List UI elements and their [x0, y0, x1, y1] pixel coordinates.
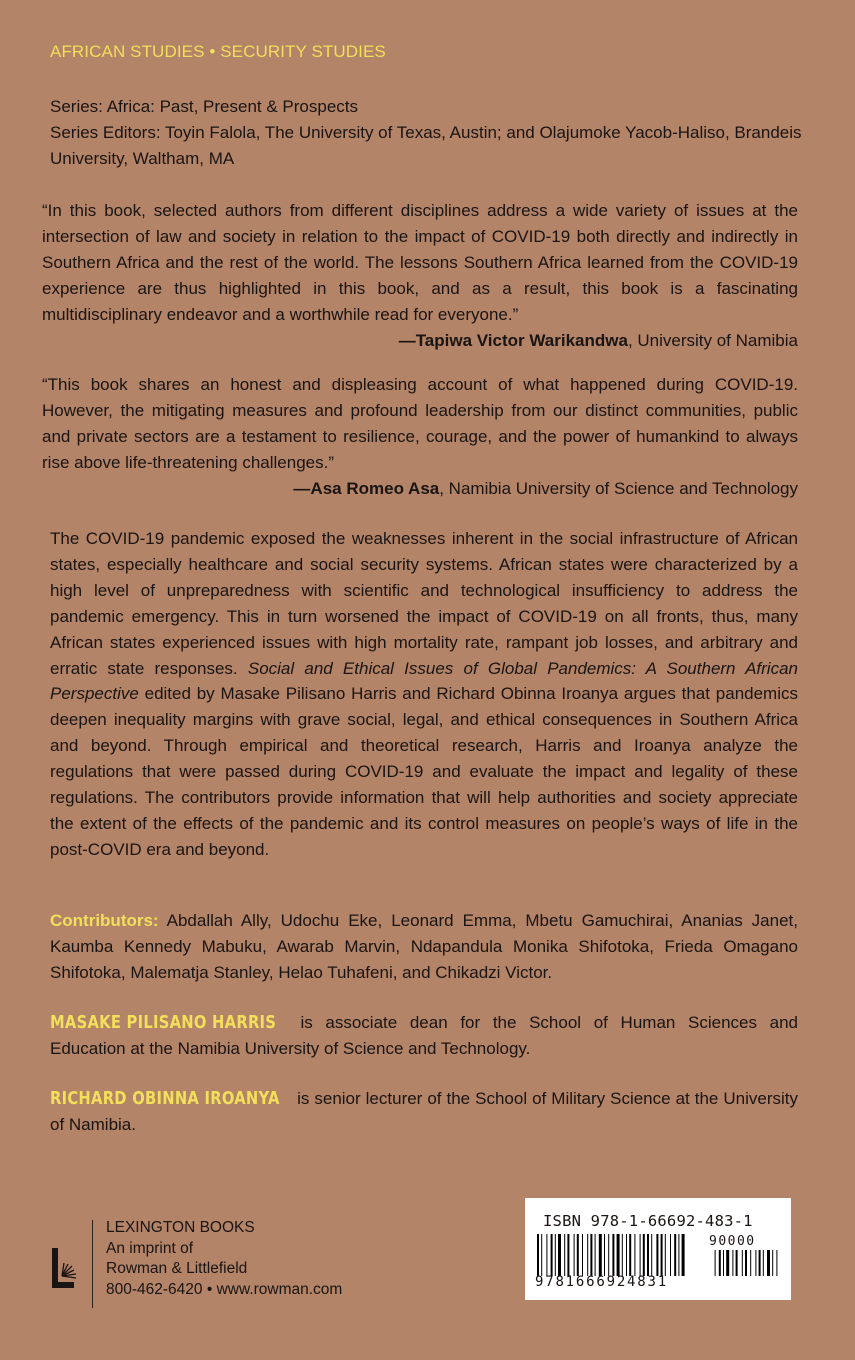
publisher-block	[50, 1218, 410, 1308]
author-bio-1	[50, 1010, 798, 1062]
series-info	[50, 94, 810, 172]
endorsement-1	[42, 198, 798, 354]
divider	[92, 1220, 93, 1308]
endorser-name: —Tapiwa Victor Warikandwa	[398, 331, 628, 350]
series-title: Series: Africa: Past, Present & Prospects	[50, 97, 359, 116]
book-description	[50, 526, 798, 863]
publisher-contact: 800-462-6420 • www.rowman.com	[106, 1280, 343, 1298]
author-name: MASAKE PILISANO HARRIS	[50, 1012, 277, 1033]
endorsement-text: “This book shares an honest and displeasing account of what happened during COVID-19. However, the mitigating measures and profound leadership from our distinct communities, public and private sectors are a testament to resilience, courage, and the power of humankind to always rise above life-threatening challenges.”	[42, 375, 798, 472]
endorsement-text: “In this book, selected authors from different disciplines address a wide variety of issues at the intersection of law and society in relation to the impact of COVID-19 both directly and indirectly in Southern Africa and the rest of the world. The lessons Southern Africa learned from the COVID-19 experience are thus highlighted in this book, and as a result, this book is a fascinating multidisciplinary endeavor and a worthwhile read for everyone.”	[42, 201, 798, 324]
barcode-digits: 9781666924831	[535, 1274, 668, 1290]
endorsement-2	[42, 372, 798, 502]
endorser-affiliation: , University of Namibia	[627, 331, 798, 350]
publisher-text	[106, 1218, 342, 1300]
price-code: 90000	[709, 1234, 756, 1249]
author-name: RICHARD OBINNA IROANYA	[50, 1088, 280, 1109]
endorsement-attribution	[42, 476, 798, 502]
endorser-name: —Asa Romeo Asa	[293, 479, 440, 498]
publisher-imprint: An imprint of	[106, 1239, 194, 1257]
author-bio-2	[50, 1086, 798, 1138]
publisher-parent: Rowman & Littlefield	[106, 1260, 248, 1277]
description-text: edited by Masake Pilisano Harris and Richard Obinna Iroanya argues that pandemics deepen inequality margins with grave social, legal, and ethical consequences in Southern Africa and beyond. Through empirical and theoretical research, Harris and Iroanya analyze the regulations that were passed during COVID-19 and evaluate the impact and legality of these regulations. The contributors provide information that will help authorities and society appreciate the extent of the effects of the pandemic and its control measures on people’s ways of life in the post-COVID era and beyond.	[50, 684, 798, 859]
author-bio-text: is senior lecturer of the School of Military Science at the University of Namibia.	[50, 1089, 798, 1134]
contributors-names: Abdallah Ally, Udochu Eke, Leonard Emma, Mbetu Gamuchirai, Ananias Janet, Kaumba Kennedy Mabuku, Awarab Marvin, Ndapandula Monika Shifotoka, Frieda Omagano Shifotoka, Malematja Stanley, Helao Tuhafeni, and Chikadzi Victor.	[50, 911, 798, 982]
isbn-barcode	[525, 1198, 791, 1300]
endorsement-attribution	[42, 328, 798, 354]
endorser-affiliation: , Namibia University of Science and Technology	[439, 479, 798, 498]
author-bio-text: is associate dean for the School of Human Sciences and Education at the Namibia University of Science and Technology.	[50, 1013, 798, 1058]
series-editors: Series Editors: Toyin Falola, The University of Texas, Austin; and Olajumoke Yacob-Haliso, Brandeis University, Waltham, MA	[50, 123, 802, 168]
lexington-logo-icon	[50, 1240, 80, 1296]
isbn-text: ISBN 978-1-66692-483-1	[543, 1212, 753, 1230]
contributors-label: Contributors:	[50, 911, 159, 930]
contributors	[50, 908, 798, 986]
category-line: AFRICAN STUDIES • SECURITY STUDIES	[50, 42, 386, 61]
publisher-name: LEXINGTON BOOKS	[106, 1219, 255, 1236]
description-text: The COVID-19 pandemic exposed the weaknesses inherent in the social infrastructure of African states, especially healthcare and social security systems. African states were characterized by a high level of unpreparedness with scientific and technological insufficiency to address the pandemic emergency. This in turn worsened the impact of COVID-19 on all fronts, thus, many African states experienced issues with high mortality rate, rampant job losses, and arbitrary and erratic state responses.	[50, 529, 798, 678]
book-title: Social and Ethical Issues of Global Pandemics: A Southern African Perspective	[50, 658, 798, 704]
